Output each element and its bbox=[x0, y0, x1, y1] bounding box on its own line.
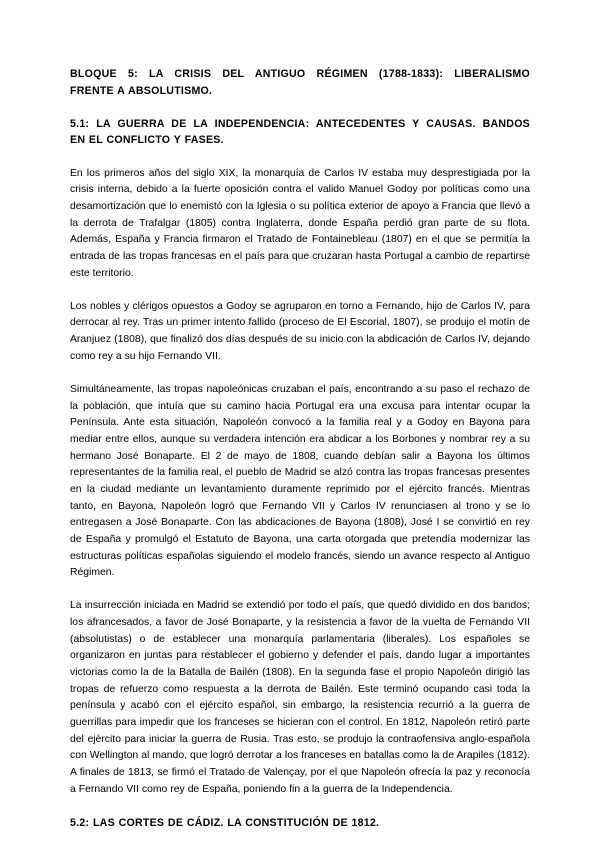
block-heading-line-1: BLOQUE 5: LA CRISIS DEL ANTIGUO RÉGIMEN (1788-1833): LIBERALISMO bbox=[70, 68, 530, 80]
paragraph-spacer-4 bbox=[70, 798, 530, 815]
paragraph-1: En los primeros años del siglo XIX, la monarquía de Carlos IV estaba muy desprestigiada por la crisis interna, debido a la fuerte oposición contra el valido Manuel Godoy por políticas como una desamortización que lo enemistó con la Iglesia o su política exterior de apoyo a Francia que llevó a la derrota de Trafalgar (1805) contra Inglaterra, donde España perdió gran parte de su flota. Además, España y Francia firmaron el Tratado de Fontainebleau (1807) en el que se permitía la entrada de las tropas francesas en el país para que cruzaran hasta Portugal a cambio de repartirse este territorio. bbox=[70, 167, 530, 279]
section-5-2-heading-line-1: 5.2: LAS CORTES DE CÁDIZ. LA CONSTITUCIÓN DE 1812. bbox=[70, 816, 380, 829]
section-heading-5-2 bbox=[70, 815, 530, 832]
paragraph-spacer-0 bbox=[70, 149, 530, 166]
paragraph-spacer-1 bbox=[70, 282, 530, 299]
block-heading bbox=[70, 66, 530, 99]
paragraph-spacer-3 bbox=[70, 582, 530, 599]
paragraph-spacer-2 bbox=[70, 365, 530, 382]
paragraph-3: Simultáneamente, las tropas napoleónicas cruzaban el país, encontrando a su paso el rechazo de la población, que intuía que su camino hacia Portugal era una excusa para intentar ocupar la Península. Ante esta situación, Napoleón convocó a la familia real y a Godoy en Bayona para mediar entre ellos, aunque su verdadera intención era abdicar a los Borbones y nombrar rey a su hermano José Bonaparte. El 2 de mayo de 1808, cuando debían salir a Bayona los últimos representantes de la familia real, el pueblo de Madrid se alzó contra las tropas francesas presentes en la ciudad mediante un levantamiento duramente reprimido por el ejército francés. Mientras tanto, en Bayona, Napoleón logró que Fernando VII y Carlos IV renunciasen al trono y se lo entregasen a José Bonaparte. Con las abdicaciones de Bayona (1808), José I se convirtió en rey de España y promulgó el Estatuto de Bayona, una carta otorgada que pretendía modernizar las estructuras políticas españolas siguiendo el modelo francés, siendo un avance respecto al Antiguo Régimen. bbox=[70, 383, 530, 579]
document-body bbox=[70, 66, 530, 832]
section-5-1-heading-line-2: EN EL CONFLICTO Y FASES. bbox=[70, 134, 224, 147]
paragraph-2: Los nobles y clérigos opuestos a Godoy se agruparon en torno a Fernando, hijo de Carlos IV, para derrocar al rey. Tras un primer intento fallido (proceso de El Escorial, 1807), se produjo el motín de Aranjuez (1808), que finalizó dos días después de su inicio con la abdicación de Carlos IV, dejando como rey a su hijo Fernando VII. bbox=[70, 300, 530, 362]
section-5-1-heading-line-1: 5.1: LA GUERRA DE LA INDEPENDENCIA: ANTECEDENTES Y CAUSAS. BANDOS bbox=[70, 117, 530, 130]
paragraph-4: La insurrección iniciada en Madrid se extendió por todo el país, que quedó dividido en dos bandos; los afrancesados, a favor de José Bonaparte, y la resistencia a favor de la vuelta de Fernando VII (absolutistas) o de establecer una monarquía parlamentaria (liberales). Los españoles se organizaron en juntas para restablecer el gobierno y defender el país, dando lugar a importantes victorias como la de la Batalla de Bailén (1808). En la segunda fase el propio Napoleón dirigió las tropas de refuerzo como respuesta a la derrota de Bailén. Este terminó ocupando casi toda la península y acabó con el ejército español, sin embargo, la resistencia recurrió a la guerra de guerrillas para impedir que los franceses se hicieran con el control. En 1812, Napoleón retiró parte del ejército para iniciar la guerra de Rusia. Tras esto, se produjo la contraofensiva anglo-española con Wellington al mando, que logró derrotar a los franceses en batallas como la de Arapiles (1812). A finales de 1813, se firmó el Tratado de Valençay, por el que Napoleón ofrecía la paz y reconocía a Fernando VII como rey de España, poniendo fin a la guerra de la Independencia. bbox=[70, 600, 530, 795]
section-heading-5-1 bbox=[70, 116, 530, 149]
block-heading-line-2: FRENTE A ABSOLUTISMO. bbox=[70, 84, 213, 97]
heading-spacer bbox=[70, 99, 530, 116]
